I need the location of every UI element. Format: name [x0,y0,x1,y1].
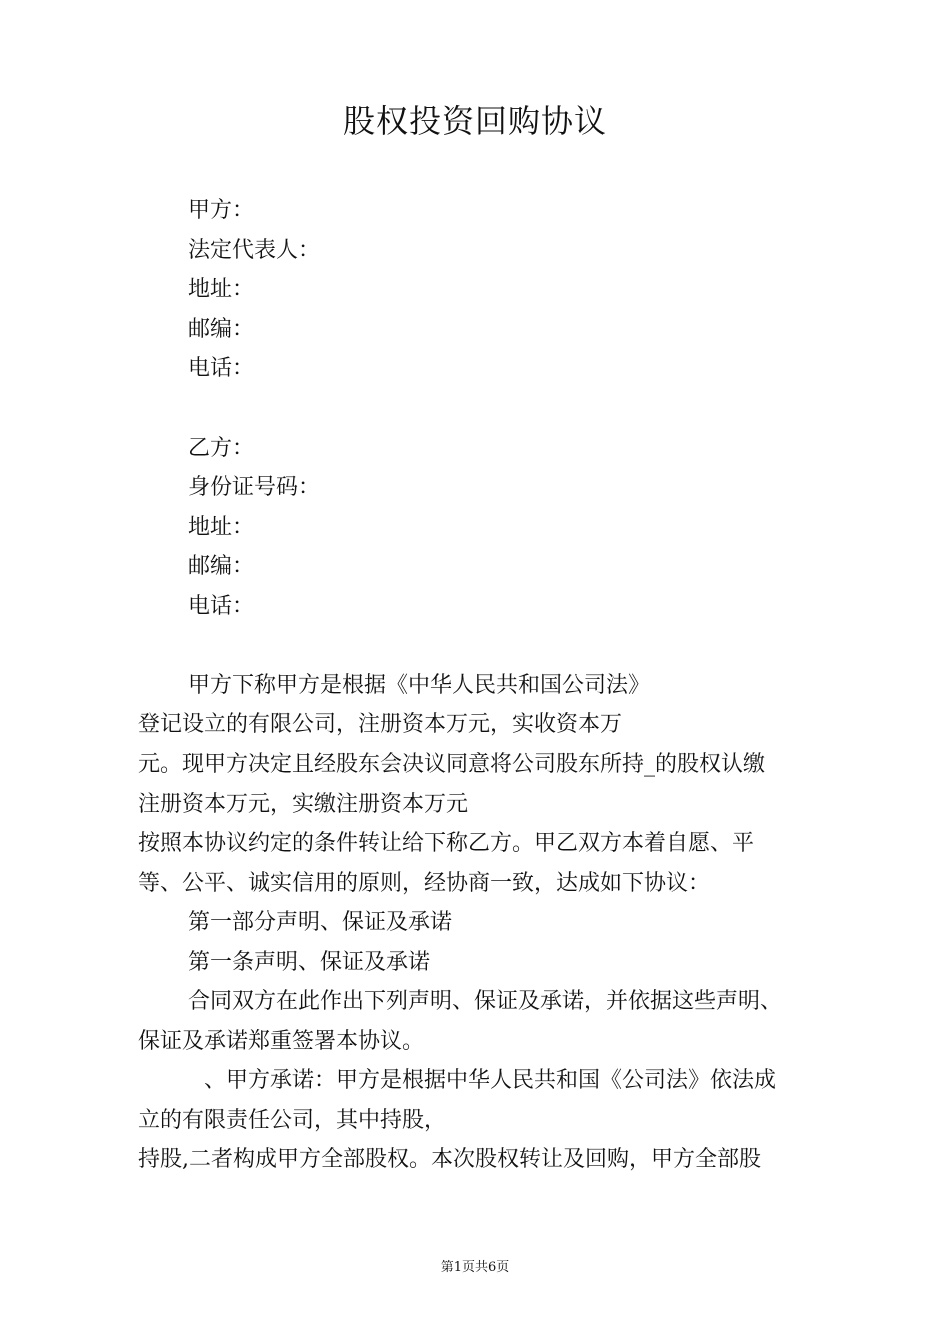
body-line: 保证及承诺郑重签署本协议。 [138,1029,425,1054]
body-line: 元。现甲方决定且经股东会决议同意将公司股东所持_的股权认缴 [138,752,766,777]
article-heading: 第一条声明、保证及承诺 [188,950,431,975]
body-line: 甲方下称甲方是根据《中华人民共和国公司法》 [188,673,651,698]
party-b-id-number: 身份证号码： [188,475,321,500]
document-title: 股权投资回购协议 [342,102,607,140]
party-b-postcode: 邮编： [188,554,255,579]
body-line: 合同双方在此作出下列声明、保证及承诺，并依据这些声明、 [188,989,783,1014]
party-a-legal-rep: 法定代表人： [188,238,321,263]
party-b-phone: 电话： [188,594,255,619]
party-b-label: 乙方： [188,436,255,461]
party-a-label: 甲方： [188,198,255,223]
body-line: 按照本协议约定的条件转让给下称乙方。甲乙双方本着自愿、平 [138,831,755,856]
body-line: 、甲方承诺：甲方是根据中华人民共和国《公司法》依法成 [204,1068,777,1093]
body-line: 注册资本万元，实缴注册资本万元 [138,792,469,817]
body-line: 登记设立的有限公司，注册资本万元，实收资本万 [138,712,623,737]
party-a-address: 地址： [188,277,255,302]
party-b-address: 地址： [188,515,255,540]
page-footer: 第1页共6页 [440,1260,510,1275]
body-line: 等、公平、诚实信用的原则，经协商一致，达成如下协议： [138,871,711,896]
body-line: 持股,二者构成甲方全部股权。本次股权转让及回购，甲方全部股 [138,1147,761,1172]
party-a-phone: 电话： [188,356,255,381]
body-line: 立的有限责任公司，其中持股， [138,1108,447,1133]
party-a-postcode: 邮编： [188,317,255,342]
section-heading: 第一部分声明、保证及承诺 [188,910,453,935]
